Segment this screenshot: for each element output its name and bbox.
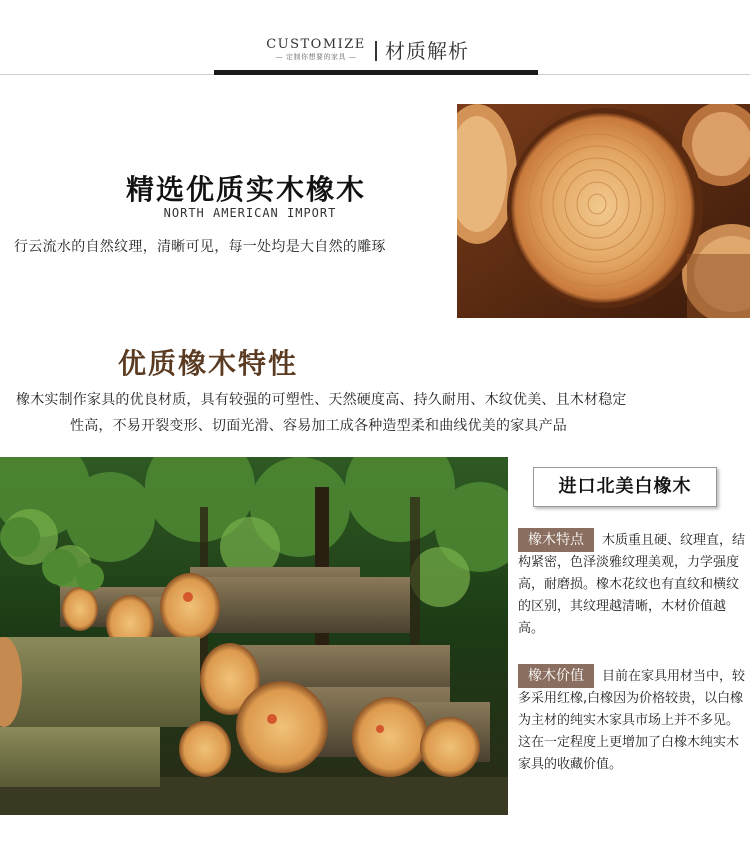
white-oak-title-box: 进口北美白橡木 [533, 467, 717, 507]
oak-value-tag: 橡木价值 [518, 664, 594, 688]
brand-main-text: CUSTOMIZE [266, 37, 366, 52]
section2-description-line1: 橡木实制作家具的优良材质，具有较强的可塑性、天然硬度高、持久耐用、木纹优美、且木材稳定 [16, 392, 627, 408]
section2-description-line2: 性高，不易开裂变形、切面光滑、容易加工成各种造型柔和曲线优美的家具产品 [70, 418, 567, 434]
forest-logs-illustration [0, 457, 508, 815]
section1-title: 精选优质实木橡木 [125, 173, 366, 206]
section2-title: 优质橡木特性 [118, 347, 299, 380]
oak-stump-illustration [457, 104, 750, 318]
forest-logs-photo [0, 457, 508, 815]
oak-stump-photo [457, 104, 750, 318]
oak-feature-text: 木质重且硬、纹理直，结构紧密，色泽淡雅纹理美观，力学强度高，耐磨损。橡木花纹也有直纹和横纹的区别，其纹理越清晰，木材价值越高。 [518, 533, 746, 636]
header-divider [375, 41, 377, 61]
oak-value-text: 目前在家具用材当中，较多采用红橡,白橡因为价格较贵，以白橡为主材的纯实木家具市场上并不多见。这在一定程度上更增加了白橡木纯实木家具的收藏价值。 [518, 669, 746, 772]
brand-sub-text: — 定制你想要的家具 — [275, 53, 357, 61]
brand-logo [262, 38, 370, 62]
oak-feature-tag: 橡木特点 [518, 528, 594, 552]
oak-feature-block [518, 528, 746, 640]
header-rule-accent [214, 70, 538, 75]
page-header [0, 0, 750, 80]
oak-value-block [518, 664, 746, 776]
page-title: 材质解析 [385, 39, 469, 63]
section1-description: 行云流水的自然纹理，清晰可见，每一处均是大自然的雕琢 [14, 239, 386, 255]
section1-subtitle: NORTH AMERICAN IMPORT [163, 206, 337, 220]
